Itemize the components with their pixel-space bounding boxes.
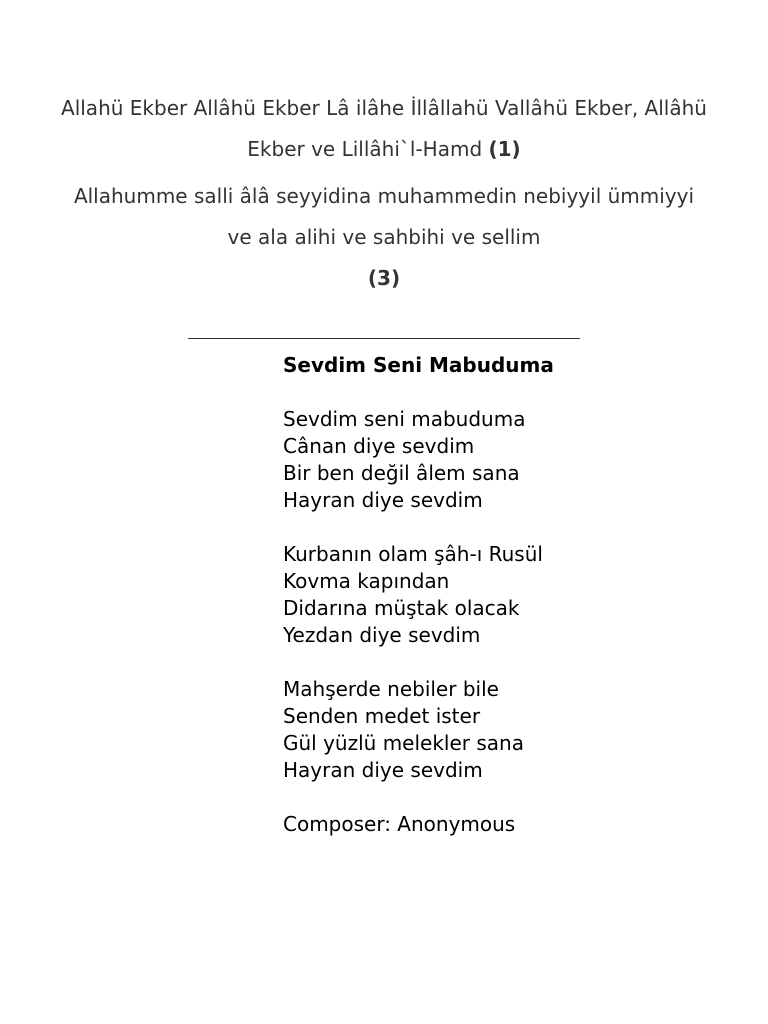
composer-credit: Composer: Anonymous (283, 812, 516, 836)
tekbir-paragraph (60, 88, 708, 170)
poem-line: Hayran diye sevdim (283, 488, 483, 512)
poem-line: Senden medet ister (283, 704, 481, 728)
salavat-count: (3) (367, 266, 401, 290)
poem-line: Didarına müştak olacak (283, 596, 520, 620)
stanza-3 (283, 676, 723, 784)
poem-line: Kovma kapından (283, 569, 450, 593)
poem-line: Cânan diye sevdim (283, 434, 475, 458)
tekbir-count: (1) (488, 137, 521, 161)
poem (283, 352, 723, 838)
poem-title: Sevdim Seni Mabuduma (283, 353, 554, 377)
section-divider (188, 338, 580, 339)
poem-line: Bir ben değil âlem sana (283, 461, 520, 485)
salavat-paragraph (60, 176, 708, 299)
salavat-text: Allahumme salli âlâ seyyidina muhammedin nebiyyil ümmiyyi ve ala alihi ve sahbihi ve sellim (73, 184, 695, 249)
stanza-2 (283, 541, 723, 649)
poem-line: Mahşerde nebiler bile (283, 677, 499, 701)
poem-line: Hayran diye sevdim (283, 758, 483, 782)
poem-line: Kurbanın olam şâh-ı Rusül (283, 542, 543, 566)
stanza-1 (283, 406, 723, 514)
poem-line: Yezdan diye sevdim (283, 623, 481, 647)
poem-line: Gül yüzlü melekler sana (283, 731, 524, 755)
poem-line: Sevdim seni mabuduma (283, 407, 526, 431)
tekbir-text: Allahü Ekber Allâhü Ekber Lâ ilâhe İllâllahü Vallâhü Ekber, Allâhü Ekber ve Lillâhi`l-Hamd (61, 96, 707, 161)
